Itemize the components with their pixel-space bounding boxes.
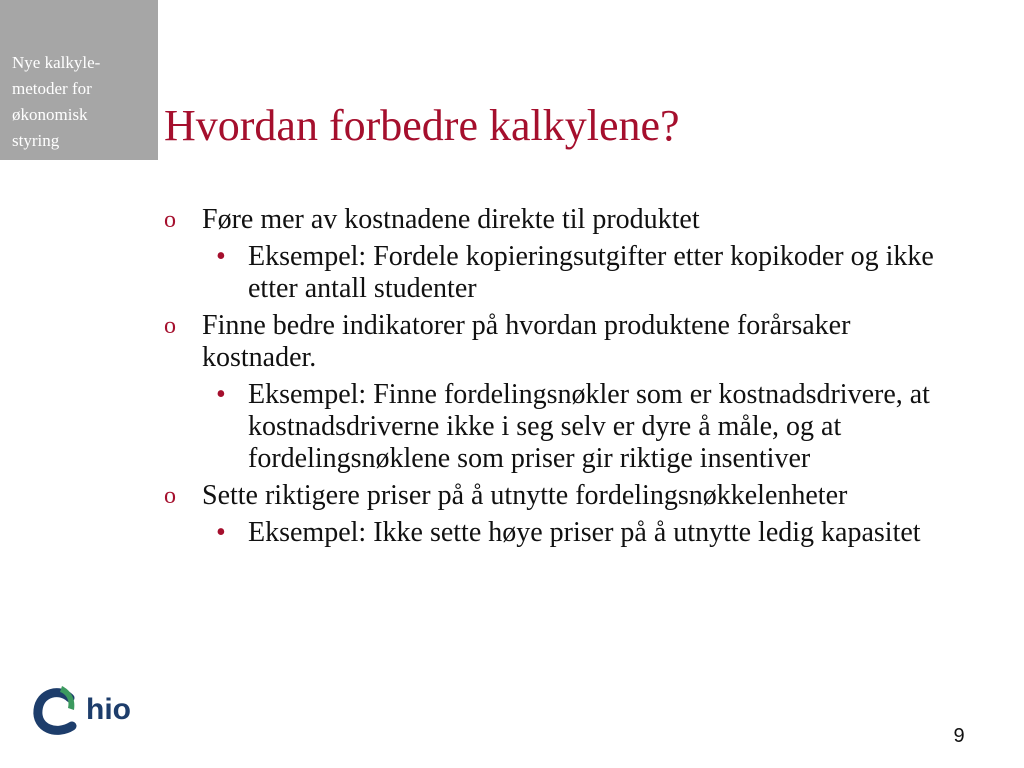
sub-bullet-item xyxy=(164,379,964,475)
sub-bullet-marker: • xyxy=(216,379,226,410)
bullet-marker: o xyxy=(164,207,176,233)
bullet-item xyxy=(164,480,964,512)
sub-bullet-item xyxy=(164,517,964,549)
bullet-marker: o xyxy=(164,483,176,509)
bullet-text: Finne bedre indikatorer på hvordan produktene forårsaker kostnader. xyxy=(202,310,851,373)
logo-wordmark: hio xyxy=(86,693,131,726)
slide-title: Hvordan forbedre kalkylene? xyxy=(164,101,680,150)
bullet-item xyxy=(164,310,964,374)
page-number: 9 xyxy=(953,725,965,747)
bullet-text: Sette riktigere priser på å utnytte fordelingsnøkkelenheter xyxy=(202,480,848,511)
hio-logo-icon xyxy=(32,680,86,740)
corner-block xyxy=(0,0,158,160)
bullet-marker: o xyxy=(164,313,176,339)
bullet-list xyxy=(164,204,964,554)
sub-bullet-marker: • xyxy=(216,241,226,272)
sub-bullet-marker: • xyxy=(216,517,226,548)
hio-logo xyxy=(32,680,142,740)
sub-bullet-text: Eksempel: Fordele kopieringsutgifter etter kopikoder og ikke etter antall studenter xyxy=(248,241,934,304)
bullet-text: Føre mer av kostnadene direkte til produktet xyxy=(202,204,700,235)
sub-bullet-text: Eksempel: Finne fordelingsnøkler som er kostnadsdrivere, at kostnadsdriverne ikke i seg selv er dyre å måle, og at fordelingsnøklene som priser gir riktige insentiver xyxy=(248,379,930,474)
corner-label: Nye kalkyle- metoder for økonomisk styring xyxy=(12,53,101,150)
sub-bullet-item xyxy=(164,241,964,305)
bullet-item xyxy=(164,204,964,236)
sub-bullet-text: Eksempel: Ikke sette høye priser på å utnytte ledig kapasitet xyxy=(248,517,921,548)
